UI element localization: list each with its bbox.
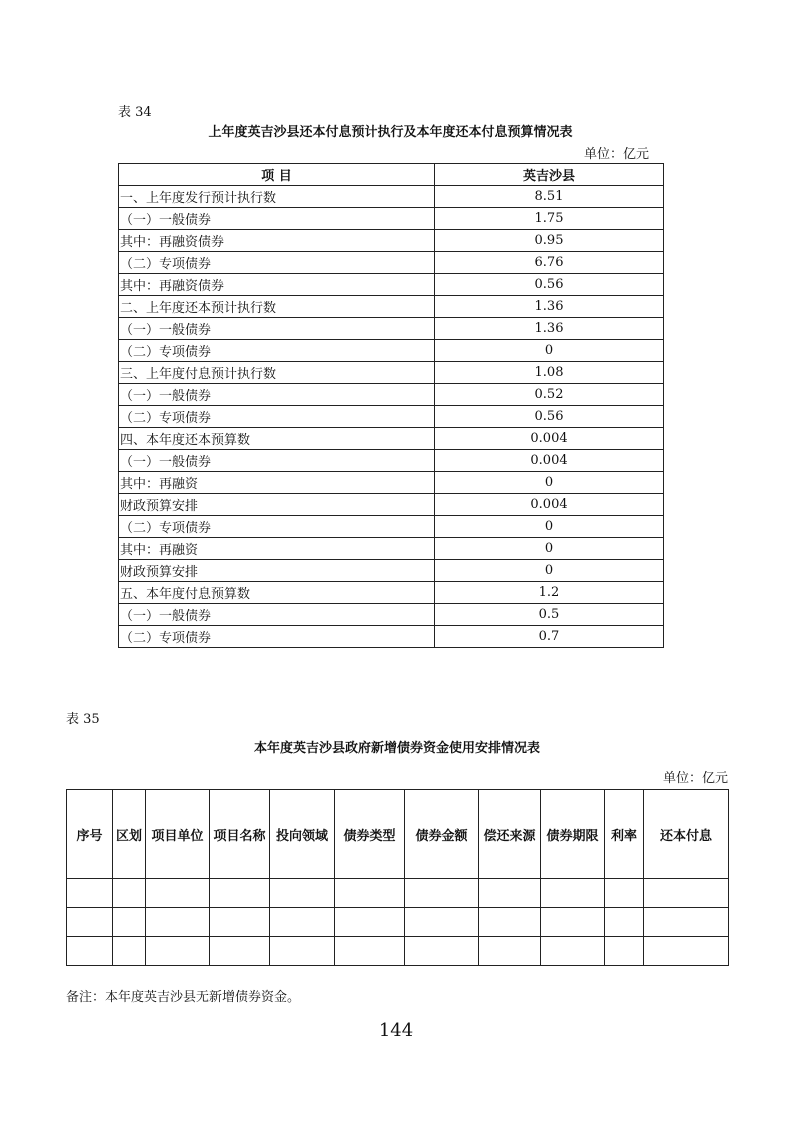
table34-item-cell: （一）一般债券 (119, 604, 435, 626)
table35-empty-cell (605, 879, 644, 908)
table35-empty-cell (644, 937, 729, 966)
table35-header-division: 区划 (113, 790, 146, 879)
table34-item-cell: 一、上年度发行预计执行数 (119, 186, 435, 208)
table35-empty-cell (479, 937, 541, 966)
table35-empty-cell (605, 937, 644, 966)
table34-item-cell: （二）专项债券 (119, 626, 435, 648)
table34-row (119, 252, 664, 274)
table35-empty-cell (270, 908, 335, 937)
table34-row (119, 208, 664, 230)
table34-value-cell: 0 (435, 516, 664, 538)
table34-item-cell: 二、上年度还本预计执行数 (119, 296, 435, 318)
table34-row (119, 384, 664, 406)
table35-header-type: 债券类型 (335, 790, 405, 879)
table35-title: 本年度英吉沙县政府新增债券资金使用安排情况表 (253, 741, 540, 756)
note: 备注：本年度英吉沙县无新增债券资金。 (66, 990, 301, 1005)
table35-empty-cell (405, 879, 479, 908)
table34-item-cell: （一）一般债券 (119, 318, 435, 340)
table34-value-cell: 1.36 (435, 318, 664, 340)
table35-empty-cell (146, 937, 210, 966)
table34-value-cell: 6.76 (435, 252, 664, 274)
table34-item-cell: （一）一般债券 (119, 450, 435, 472)
table34-value-cell: 0.7 (435, 626, 664, 648)
table34-row (119, 494, 664, 516)
table34-row (119, 428, 664, 450)
table34-item-cell: （二）专项债券 (119, 252, 435, 274)
table35-header-repay: 还本付息 (644, 790, 729, 879)
table34-value-cell: 0 (435, 538, 664, 560)
table34-value-cell: 0 (435, 560, 664, 582)
table35-empty-cell (541, 908, 605, 937)
table34-value-cell: 0.52 (435, 384, 664, 406)
table34-row (119, 186, 664, 208)
table34-row (119, 450, 664, 472)
table34 (118, 163, 664, 648)
table34-row (119, 604, 664, 626)
table34-row (119, 582, 664, 604)
table34-unit: 单位：亿元 (583, 147, 649, 162)
table34-row (119, 472, 664, 494)
table34-value-cell: 0.56 (435, 274, 664, 296)
table34-row (119, 274, 664, 296)
table34-row (119, 230, 664, 252)
table35-header-unit: 项目单位 (146, 790, 210, 879)
table34-value-cell: 0.56 (435, 406, 664, 428)
table35-empty-cell (335, 908, 405, 937)
table34-row (119, 406, 664, 428)
table34-value-cell: 1.2 (435, 582, 664, 604)
table34-value-cell: 0.004 (435, 428, 664, 450)
table35-unit: 单位：亿元 (662, 771, 728, 786)
table35-empty-cell (210, 937, 270, 966)
page-number: 144 (378, 1020, 414, 1041)
table34-row (119, 362, 664, 384)
table34-title: 上年度英吉沙县还本付息预计执行及本年度还本付息预算情况表 (208, 125, 573, 140)
table34-value-cell: 8.51 (435, 186, 664, 208)
table35-empty-cell (335, 937, 405, 966)
table34-item-cell: 其中：再融资债券 (119, 274, 435, 296)
table35-empty-cell (335, 879, 405, 908)
table34-item-cell: 四、本年度还本预算数 (119, 428, 435, 450)
table35-header-rate: 利率 (605, 790, 644, 879)
table35 (66, 789, 729, 966)
table34-row (119, 340, 664, 362)
table35-empty-cell (210, 879, 270, 908)
table34-item-cell: （二）专项债券 (119, 406, 435, 428)
table35-empty-cell (405, 937, 479, 966)
table35-header-source: 偿还来源 (479, 790, 541, 879)
table34-value-cell: 0.95 (435, 230, 664, 252)
table34-item-cell: 其中：再融资 (119, 538, 435, 560)
table34-value-cell: 0.004 (435, 494, 664, 516)
table34-value-cell: 0.004 (435, 450, 664, 472)
table35-header-field: 投向领域 (270, 790, 335, 879)
table34-value-cell: 0.5 (435, 604, 664, 626)
table34-row (119, 626, 664, 648)
table35-empty-cell (270, 879, 335, 908)
table35-header-row (67, 790, 729, 879)
table35-row (67, 908, 729, 937)
table34-value-cell: 1.75 (435, 208, 664, 230)
table34-value-cell: 1.36 (435, 296, 664, 318)
table35-header-seq: 序号 (67, 790, 113, 879)
table35-row (67, 937, 729, 966)
table35-empty-cell (113, 937, 146, 966)
table34-value-cell: 1.08 (435, 362, 664, 384)
table35-empty-cell (67, 908, 113, 937)
table34-value-cell: 0 (435, 472, 664, 494)
table35-empty-cell (67, 937, 113, 966)
table35-empty-cell (210, 908, 270, 937)
table35-empty-cell (113, 879, 146, 908)
table35-empty-cell (479, 879, 541, 908)
table34-item-cell: 其中：再融资 (119, 472, 435, 494)
table34-item-cell: （一）一般债券 (119, 208, 435, 230)
table34-item-cell: 五、本年度付息预算数 (119, 582, 435, 604)
table35-empty-cell (644, 879, 729, 908)
table35-empty-cell (541, 937, 605, 966)
table34-item-cell: 财政预算安排 (119, 494, 435, 516)
table35-header-name: 项目名称 (210, 790, 270, 879)
table35-empty-cell (270, 937, 335, 966)
table34-row (119, 296, 664, 318)
table34-row (119, 538, 664, 560)
table35-header-amount: 债券金额 (405, 790, 479, 879)
table35-empty-cell (146, 879, 210, 908)
table35-label: 表 35 (66, 712, 100, 727)
table34-value-cell: 0 (435, 340, 664, 362)
table34-row (119, 560, 664, 582)
table34-item-cell: 三、上年度付息预计执行数 (119, 362, 435, 384)
table34-item-cell: 其中：再融资债券 (119, 230, 435, 252)
table35-empty-cell (405, 908, 479, 937)
table35-empty-cell (113, 908, 146, 937)
table34-item-cell: 财政预算安排 (119, 560, 435, 582)
table34-header-region: 英吉沙县 (435, 164, 664, 186)
table34-row (119, 516, 664, 538)
table34-item-cell: （二）专项债券 (119, 340, 435, 362)
table35-empty-cell (146, 908, 210, 937)
table35-empty-cell (541, 879, 605, 908)
table34-header-item: 项 目 (119, 164, 435, 186)
table34-row (119, 318, 664, 340)
table35-empty-cell (605, 908, 644, 937)
table34-item-cell: （二）专项债券 (119, 516, 435, 538)
table35-empty-cell (479, 908, 541, 937)
table35-header-term: 债券期限 (541, 790, 605, 879)
table35-row (67, 879, 729, 908)
table34-header-row (119, 164, 664, 186)
table34-label: 表 34 (118, 105, 152, 120)
table35-empty-cell (67, 879, 113, 908)
table34-item-cell: （一）一般债券 (119, 384, 435, 406)
table35-empty-cell (644, 908, 729, 937)
